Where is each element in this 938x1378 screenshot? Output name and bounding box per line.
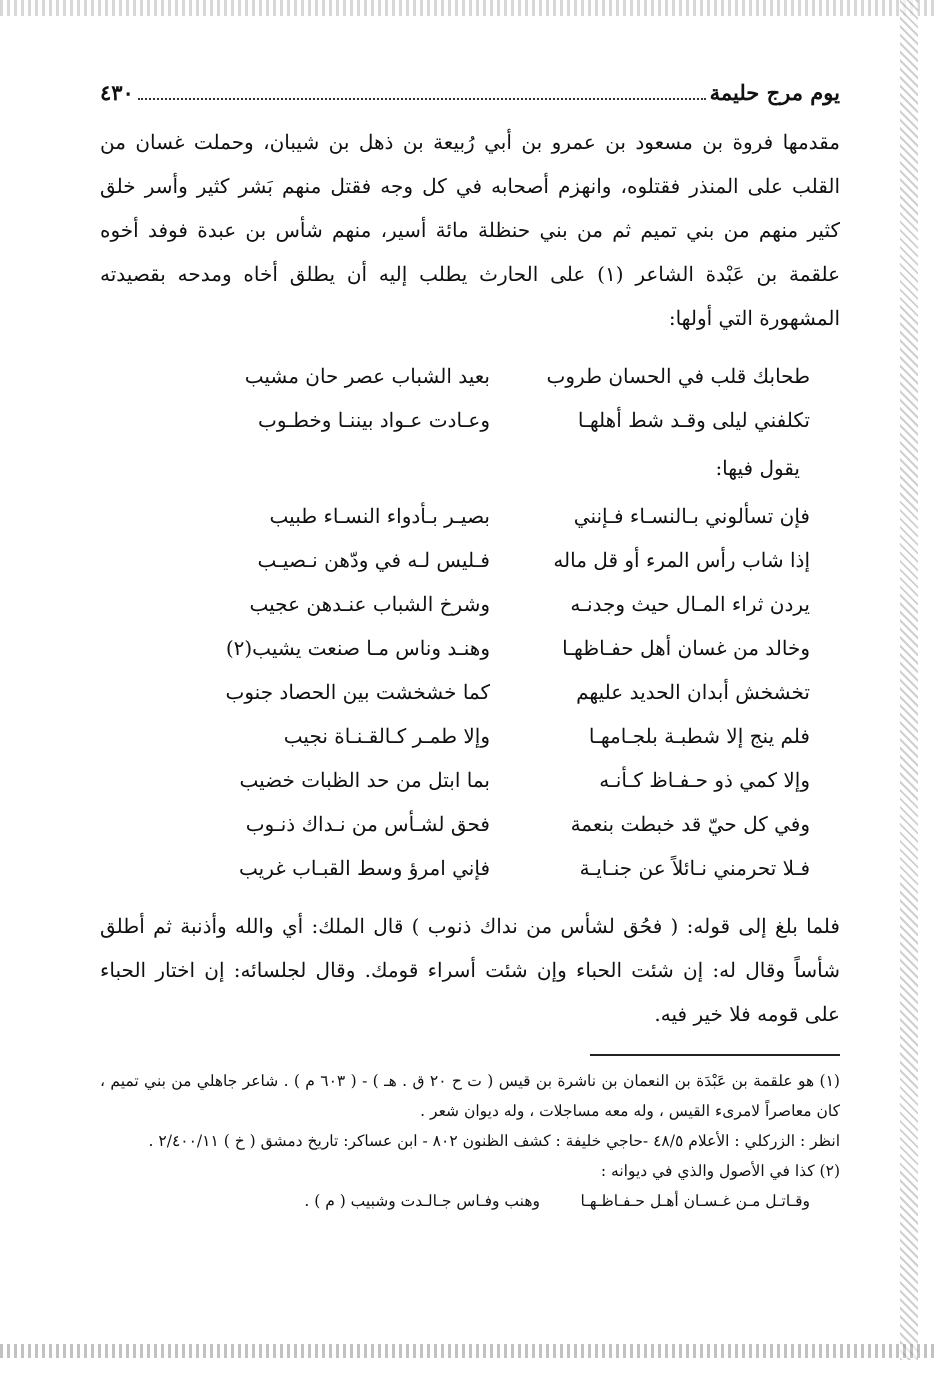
footnote-2-text: (٢) كذا في الأصول والذي في ديوانه : <box>600 1162 840 1180</box>
verse-first-hemistich: فإن تسألوني بـالنسـاء فـإنني <box>573 504 810 528</box>
verse-line <box>100 494 840 538</box>
bottom-ornamental-border <box>0 1344 938 1358</box>
verse-first-hemistich: فـلا تحرمني نـائلاً عن جنـايـة <box>579 856 810 880</box>
page-header <box>100 80 840 120</box>
main-verses <box>100 494 840 890</box>
verse-second-hemistich: فـليس لـه في ودّهن نـصيـب <box>257 548 490 572</box>
verse-second-hemistich: بصيـر بـأدواء النسـاء طبيب <box>269 504 490 528</box>
verse-second-hemistich: كما خشخشت بين الحصاد جنوب <box>225 680 490 704</box>
footnote-2-verse <box>100 1186 840 1216</box>
verse-second-hemistich: فإني امرؤ وسط القبـاب غريب <box>239 856 490 880</box>
verse-first-hemistich: يردن ثراء المـال حيث وجدنـه <box>570 592 810 616</box>
verse-second-hemistich: بما ابتل من حد الظبات خضيب <box>239 768 490 792</box>
verse-line <box>100 398 840 442</box>
opening-verses <box>100 354 840 442</box>
verse-first-hemistich: طحابك قلب في الحسان طروب <box>546 364 810 388</box>
verse-second-hemistich: فحق لشـأس من نـداك ذنـوب <box>245 812 490 836</box>
verse-line <box>100 626 840 670</box>
footnote-verse-second-hemistich: وهنب وفـاس جـالـدت وشبيب ( م ) . <box>304 1192 540 1210</box>
verse-line <box>100 846 840 890</box>
says-in-it-label: يقول فيها: <box>715 456 800 480</box>
footnote-separator <box>590 1054 840 1056</box>
verse-first-hemistich: وإلا كمي ذو حـفـاظ كـأنـه <box>599 768 810 792</box>
chapter-title: يوم مرج حليمة <box>709 80 840 105</box>
header-dotted-leader <box>138 84 706 100</box>
verse-second-hemistich: وهنـد وناس مـا صنعت يشيب(٢) <box>225 636 490 660</box>
book-page <box>100 80 840 1216</box>
page-number: ٤٣٠ <box>100 80 134 105</box>
verse-line <box>100 758 840 802</box>
verse-line <box>100 354 840 398</box>
verse-second-hemistich: وشرخ الشباب عنـدهن عجيب <box>249 592 490 616</box>
verse-line <box>100 802 840 846</box>
verse-first-hemistich: إذا شاب رأس المرء أو قل ماله <box>553 548 810 572</box>
intro-paragraph: مقدمها فروة بن مسعود بن عمرو بن أبي رُبيعة بن ذهل بن شيبان، وحملت غسان من القلب على المنذر فقتلوه، وانهزم أصحابه في كل وجه فقتل منهم بَشر كثير وأسر خلق كثير منهم من بني تميم ثم من بني حنظلة مائة أسير، منهم شأس بن عبدة فوفد أخوه علقمة بن عَبْدة الشاعر (١) على الحارث يطلب إليه أن يطلق أخاه ومدحه بقصيدته المشهورة التي أولها: <box>100 130 841 330</box>
footnote-1-sources: انظر : الزركلي : الأعلام ٤٨/٥ -حاجي خليفة : كشف الظنون ٨٠٢ - ابن عساكر: تاريخ دمشق ( خ ) ٢/٤٠٠/١١ . <box>148 1132 840 1150</box>
side-ornamental-border <box>900 0 918 1360</box>
verse-first-hemistich: فلم ينج إلا شطبـة بلجـامهـا <box>588 724 810 748</box>
verse-line <box>100 538 840 582</box>
verse-second-hemistich: وعـادت عـواد بيننـا وخطـوب <box>257 408 490 432</box>
verse-line <box>100 714 840 758</box>
verse-first-hemistich: تكلفني ليلى وقـد شط أهلهـا <box>577 408 810 432</box>
footnote-verse-first-hemistich: وقـاتـل مـن غـسـان أهـل حـفـاظـهـا <box>580 1192 810 1210</box>
closing-paragraph: فلما بلغ إلى قوله: ( فحُق لشأس من نداك ذنوب ) قال الملك: أي والله وأذنبة ثم أطلق شأساً وقال له: إن شئت الحباء وإن شئت أسراء قومك. وقال لجلسائه: إن اختار الحباء على قومه فلا خير فيه. <box>100 914 840 1026</box>
top-ornamental-border <box>0 0 938 16</box>
footnotes <box>100 1066 840 1216</box>
footnote-1-text: (١) هو علقمة بن عَبْدَة بن النعمان بن ناشرة بن قيس ( ت ح ٢٠ ق . هـ ) - ( ٦٠٣ م ) . شاعر جاهلي من بني تميم ، كان معاصراً لامرىء القيس ، وله معه مساجلات ، وله ديوان شعر . <box>100 1072 840 1120</box>
verse-line <box>100 670 840 714</box>
verse-first-hemistich: وخالد من غسان أهل حفـاظهـا <box>562 636 810 660</box>
verse-first-hemistich: تخشخش أبدان الحديد عليهم <box>576 680 810 704</box>
verse-second-hemistich: بعيد الشباب عصر حان مشيب <box>244 364 490 388</box>
verse-first-hemistich: وفي كل حيّ قد خبطت بنعمة <box>570 812 810 836</box>
verse-line <box>100 582 840 626</box>
verse-second-hemistich: وإلا طمـر كـالقـنـاة نجيب <box>283 724 490 748</box>
